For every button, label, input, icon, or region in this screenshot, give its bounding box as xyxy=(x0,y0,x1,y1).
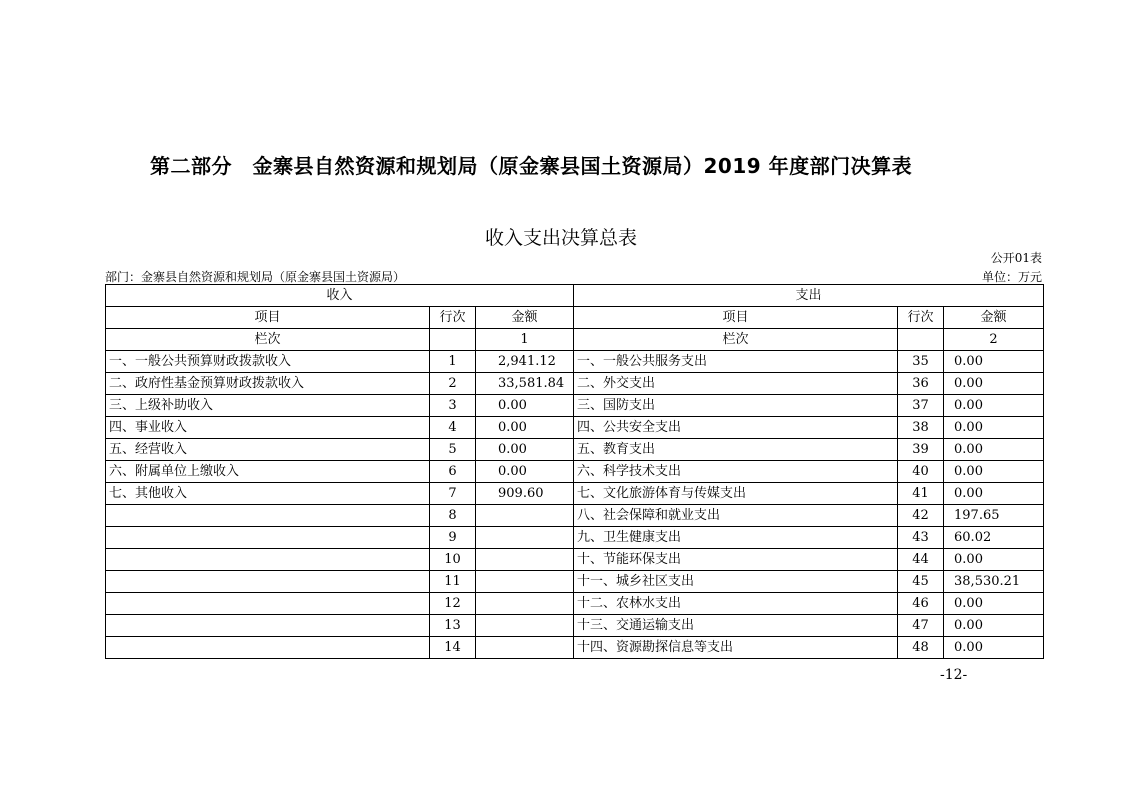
table-row xyxy=(106,439,1044,461)
income-amount-cell: 0.00 xyxy=(476,395,574,417)
income-item-cell xyxy=(106,615,430,637)
page-number: -12- xyxy=(940,667,968,683)
expense-amount-cell: 0.00 xyxy=(944,593,1044,615)
income-column-label: 栏次 xyxy=(106,329,430,351)
expense-item-cell: 四、公共安全支出 xyxy=(574,417,898,439)
income-item-cell xyxy=(106,549,430,571)
income-column-index: 1 xyxy=(476,329,574,351)
expense-amount-cell: 0.00 xyxy=(944,483,1044,505)
income-amount-cell: 2,941.12 xyxy=(476,351,574,373)
income-header: 收入 xyxy=(106,285,574,307)
income-item-cell: 二、政府性基金预算财政拨款收入 xyxy=(106,373,430,395)
expense-row-no-cell: 43 xyxy=(898,527,944,549)
table-title: 收入支出决算总表 xyxy=(484,227,637,249)
income-amount-cell xyxy=(476,527,574,549)
table-row xyxy=(106,527,1044,549)
expense-amount-cell: 0.00 xyxy=(944,637,1044,659)
expense-item-cell: 十三、交通运输支出 xyxy=(574,615,898,637)
expense-column-index: 2 xyxy=(944,329,1044,351)
expense-item-cell: 五、教育支出 xyxy=(574,439,898,461)
income-item-cell xyxy=(106,593,430,615)
expense-item-header: 项目 xyxy=(574,307,898,329)
income-amount-cell: 33,581.84 xyxy=(476,373,574,395)
expense-amount-cell: 0.00 xyxy=(944,461,1044,483)
expense-row-no-cell: 46 xyxy=(898,593,944,615)
expense-item-cell: 三、国防支出 xyxy=(574,395,898,417)
income-item-header: 项目 xyxy=(106,307,430,329)
expense-item-cell: 十一、城乡社区支出 xyxy=(574,571,898,593)
expense-amount-cell: 60.02 xyxy=(944,527,1044,549)
expense-item-cell: 九、卫生健康支出 xyxy=(574,527,898,549)
income-item-cell: 四、事业收入 xyxy=(106,417,430,439)
expense-item-cell: 六、科学技术支出 xyxy=(574,461,898,483)
expense-column-label: 栏次 xyxy=(574,329,898,351)
expense-header: 支出 xyxy=(574,285,1044,307)
income-row-no-cell: 1 xyxy=(430,351,476,373)
expense-row-no-cell: 36 xyxy=(898,373,944,395)
income-amount-cell xyxy=(476,637,574,659)
income-row-no-cell: 13 xyxy=(430,615,476,637)
part-title: 第二部分 金寨县自然资源和规划局（原金寨县国土资源局）2019 年度部门决算表 xyxy=(150,154,913,178)
unit-label: 单位：万元 xyxy=(981,270,1042,284)
income-row-no-cell: 4 xyxy=(430,417,476,439)
expense-amount-cell: 0.00 xyxy=(944,373,1044,395)
expense-row-no-cell: 42 xyxy=(898,505,944,527)
expense-item-cell: 一、一般公共服务支出 xyxy=(574,351,898,373)
income-amount-cell: 909.60 xyxy=(476,483,574,505)
income-amount-cell xyxy=(476,593,574,615)
income-row-no-cell: 7 xyxy=(430,483,476,505)
income-item-cell: 三、上级补助收入 xyxy=(106,395,430,417)
income-item-cell: 六、附属单位上缴收入 xyxy=(106,461,430,483)
income-row-no-cell: 8 xyxy=(430,505,476,527)
table-row xyxy=(106,593,1044,615)
expense-row-no-cell: 35 xyxy=(898,351,944,373)
income-row-no-cell: 3 xyxy=(430,395,476,417)
expense-row-no-cell: 38 xyxy=(898,417,944,439)
income-item-cell xyxy=(106,527,430,549)
expense-amount-cell: 197.65 xyxy=(944,505,1044,527)
income-amount-cell: 0.00 xyxy=(476,417,574,439)
column-index-row xyxy=(106,329,1044,351)
expense-row-no-cell: 47 xyxy=(898,615,944,637)
income-amount-cell: 0.00 xyxy=(476,439,574,461)
expense-amount-cell: 0.00 xyxy=(944,439,1044,461)
table-row xyxy=(106,571,1044,593)
expense-item-cell: 二、外交支出 xyxy=(574,373,898,395)
income-item-cell: 五、经营收入 xyxy=(106,439,430,461)
income-amount-cell xyxy=(476,549,574,571)
table-row xyxy=(106,483,1044,505)
empty-cell xyxy=(430,329,476,351)
expense-row-no-cell: 44 xyxy=(898,549,944,571)
expense-row-no-cell: 40 xyxy=(898,461,944,483)
income-item-cell xyxy=(106,637,430,659)
income-item-cell: 一、一般公共预算财政拨款收入 xyxy=(106,351,430,373)
expense-amount-header: 金额 xyxy=(944,307,1044,329)
income-item-cell: 七、其他收入 xyxy=(106,483,430,505)
expense-row-no-cell: 41 xyxy=(898,483,944,505)
expense-row-no-cell: 45 xyxy=(898,571,944,593)
expense-item-cell: 十四、资源勘探信息等支出 xyxy=(574,637,898,659)
expense-row-no-cell: 37 xyxy=(898,395,944,417)
expense-amount-cell: 0.00 xyxy=(944,417,1044,439)
income-item-cell xyxy=(106,505,430,527)
expense-item-cell: 七、文化旅游体育与传媒支出 xyxy=(574,483,898,505)
section-header-row xyxy=(106,285,1044,307)
income-amount-cell xyxy=(476,615,574,637)
expense-amount-cell: 0.00 xyxy=(944,615,1044,637)
income-amount-cell xyxy=(476,505,574,527)
table-row xyxy=(106,373,1044,395)
income-row-no-cell: 12 xyxy=(430,593,476,615)
department-label: 部门：金寨县自然资源和规划局（原金寨县国土资源局） xyxy=(105,270,406,284)
empty-cell xyxy=(898,329,944,351)
table-row xyxy=(106,395,1044,417)
expense-item-cell: 八、社会保障和就业支出 xyxy=(574,505,898,527)
table-row xyxy=(106,637,1044,659)
income-row-no-cell: 5 xyxy=(430,439,476,461)
income-amount-cell: 0.00 xyxy=(476,461,574,483)
income-amount-header: 金额 xyxy=(476,307,574,329)
table-row xyxy=(106,417,1044,439)
income-row-no-header: 行次 xyxy=(430,307,476,329)
table-row xyxy=(106,505,1044,527)
expense-amount-cell: 38,530.21 xyxy=(944,571,1044,593)
table-row xyxy=(106,549,1044,571)
table-row xyxy=(106,351,1044,373)
income-amount-cell xyxy=(476,571,574,593)
form-number: 公开01表 xyxy=(990,251,1042,265)
income-row-no-cell: 9 xyxy=(430,527,476,549)
income-row-no-cell: 2 xyxy=(430,373,476,395)
expense-item-cell: 十二、农林水支出 xyxy=(574,593,898,615)
income-row-no-cell: 11 xyxy=(430,571,476,593)
table-row xyxy=(106,461,1044,483)
expense-row-no-header: 行次 xyxy=(898,307,944,329)
income-item-cell xyxy=(106,571,430,593)
expense-amount-cell: 0.00 xyxy=(944,351,1044,373)
expense-row-no-cell: 48 xyxy=(898,637,944,659)
income-row-no-cell: 10 xyxy=(430,549,476,571)
column-header-row xyxy=(106,307,1044,329)
income-row-no-cell: 14 xyxy=(430,637,476,659)
income-expense-table xyxy=(105,284,1044,659)
expense-item-cell: 十、节能环保支出 xyxy=(574,549,898,571)
expense-amount-cell: 0.00 xyxy=(944,549,1044,571)
table-row xyxy=(106,615,1044,637)
expense-amount-cell: 0.00 xyxy=(944,395,1044,417)
expense-row-no-cell: 39 xyxy=(898,439,944,461)
income-row-no-cell: 6 xyxy=(430,461,476,483)
